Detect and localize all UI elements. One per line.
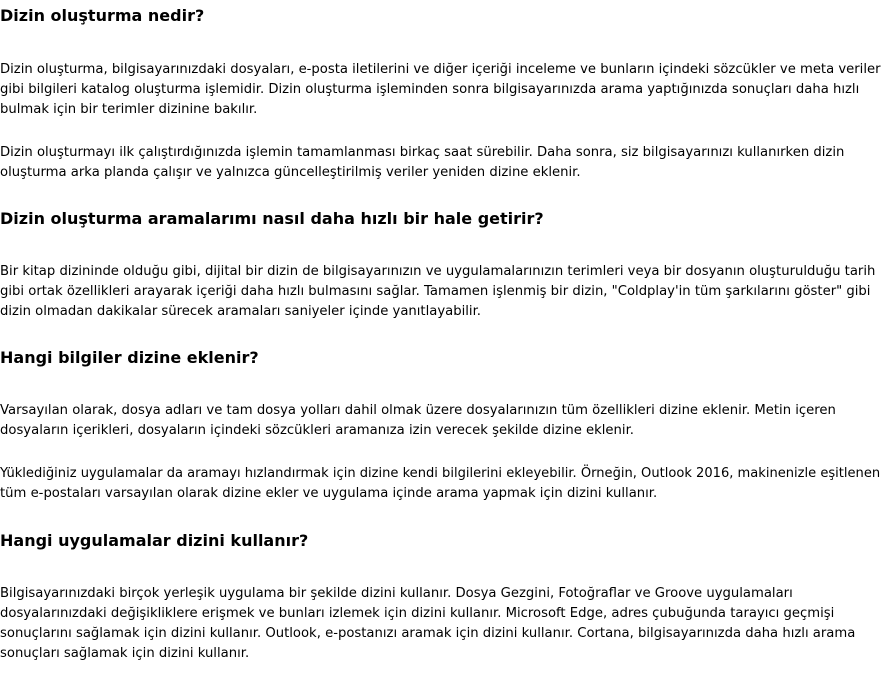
- section-heading: Dizin oluşturma aramalarımı nasıl daha hızlı bir hale getirir?: [0, 209, 544, 228]
- section-heading: Hangi bilgiler dizine eklenir?: [0, 348, 259, 367]
- paragraph-line: dizin olmadan dakikalar sürecek aramaları saniyeler içinde yanıtlayabilir.: [0, 304, 482, 319]
- paragraph-line: sonuçlarını sağlamak için dizini kullanır. Outlook, e-postanızı aramak için dizini kullanır. Cortana, bilgisayarınızda daha hızlı arama: [0, 626, 856, 641]
- paragraph-line: tüm e-postaları varsayılan olarak dizine ekler ve uygulama içinde arama yapmak için dizini kullanır.: [0, 486, 658, 501]
- paragraph-line: bulmak için bir terimler dizinine bakılır.: [0, 102, 258, 117]
- section-heading: Hangi uygulamalar dizini kullanır?: [0, 531, 309, 550]
- section-heading: Dizin oluşturma nedir?: [0, 6, 205, 25]
- paragraph-line: Dizin oluşturma, bilgisayarınızdaki dosyaları, e-posta iletilerini ve diğer içeriği inceleme ve bunların içindeki sözcükler ve meta veriler: [0, 62, 881, 77]
- paragraph-line: Dizin oluşturmayı ilk çalıştırdığınızda işlemin tamamlanması birkaç saat sürebilir. Daha sonra, siz bilgisayarınızı kullanırken dizin: [0, 145, 845, 160]
- paragraph-line: Varsayılan olarak, dosya adları ve tam dosya yolları dahil olmak üzere dosyalarınızın tüm özellikleri dizine eklenir. Metin içeren: [0, 403, 836, 418]
- paragraph-line: dosyalarınızdaki değişikliklere erişmek ve bunları izlemek için dizini kullanır. Microsoft Edge, adres çubuğunda tarayıcı geçmişi: [0, 606, 835, 621]
- paragraph-line: gibi bilgileri katalog oluşturma işlemidir. Dizin oluşturma işleminden sonra bilgisayarınızda arama yaptığınızda sonuçları daha hızlı: [0, 82, 860, 97]
- paragraph-line: dosyaların içerikleri, dosyaların içindeki sözcükleri aramanıza izin verecek şekilde dizine eklenir.: [0, 423, 634, 438]
- paragraph-line: Bir kitap dizininde olduğu gibi, dijital bir dizin de bilgisayarınızın ve uygulamalarınızın terimleri veya bir dosyanın oluşturulduğu tarih: [0, 264, 876, 279]
- paragraph-line: gibi ortak özellikleri arayarak içeriği daha hızlı bulmasını sağlar. Tamamen işlenmiş bir dizin, "Coldplay'in tüm şarkılarını göster" gibi: [0, 284, 871, 299]
- paragraph-line: Bilgisayarınızdaki birçok yerleşik uygulama bir şekilde dizini kullanır. Dosya Gezgini, Fotoğraflar ve Groove uygulamaları: [0, 586, 793, 601]
- paragraph-line: oluşturma arka planda çalışır ve yalnızca güncelleştirilmiş veriler yeniden dizine eklenir.: [0, 165, 581, 180]
- paragraph-line: Yüklediğiniz uygulamalar da aramayı hızlandırmak için dizine kendi bilgilerini ekleyebilir. Örneğin, Outlook 2016, makinenizle eşitlenen: [0, 466, 881, 481]
- paragraph-line: sonuçları sağlamak için dizini kullanır.: [0, 646, 250, 661]
